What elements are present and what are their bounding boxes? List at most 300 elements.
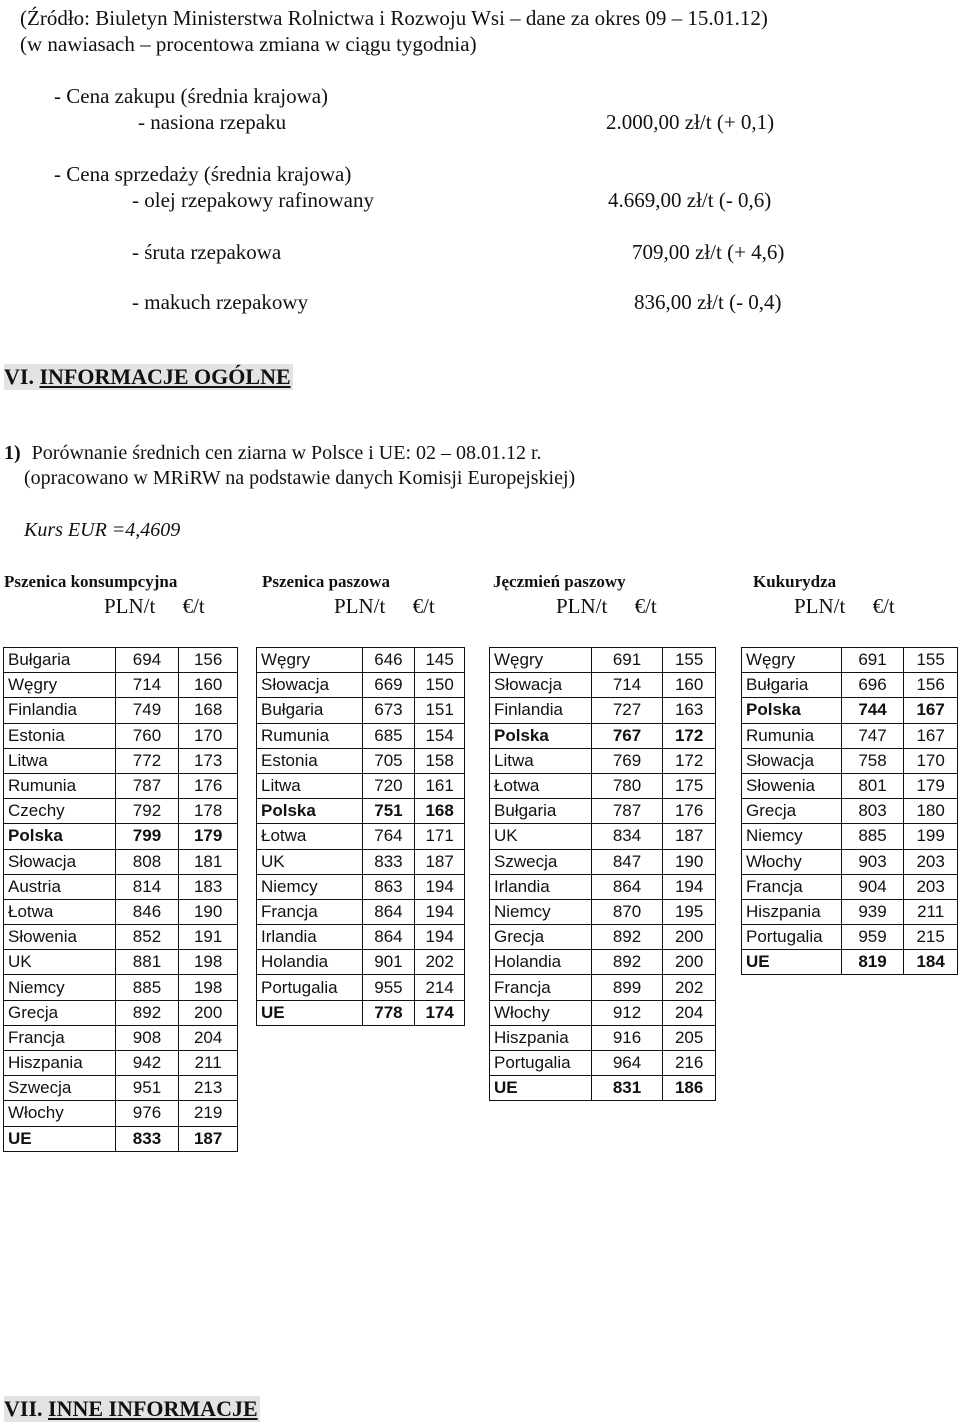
eur-cell: 150 <box>415 673 465 698</box>
pln-cell: 691 <box>591 648 663 673</box>
country-cell: Portugalia <box>257 975 363 1000</box>
eur-cell: 155 <box>904 648 958 673</box>
eur-cell: 190 <box>663 849 716 874</box>
pln-cell: 863 <box>362 874 415 899</box>
pln-cell: 772 <box>115 748 179 773</box>
table-row <box>4 698 238 723</box>
country-cell: Słowacja <box>4 849 116 874</box>
table-row <box>257 874 465 899</box>
pln-cell: 787 <box>591 799 663 824</box>
section-7-heading <box>4 1396 260 1422</box>
eur-cell: 203 <box>904 849 958 874</box>
pln-cell: 646 <box>362 648 415 673</box>
eur-cell: 156 <box>179 648 238 673</box>
country-cell: UE <box>490 1076 592 1101</box>
country-cell: Rumunia <box>4 773 116 798</box>
table-row <box>742 925 958 950</box>
country-cell: Węgry <box>490 648 592 673</box>
country-cell: Włochy <box>490 1000 592 1025</box>
country-cell: Włochy <box>742 849 842 874</box>
eur-cell: 180 <box>904 799 958 824</box>
col-title-wheat-feed: Pszenica paszowa <box>262 572 390 591</box>
eur-cell: 202 <box>663 975 716 1000</box>
meal-value: 709,00 zł/t (+ 4,6) <box>632 240 785 264</box>
country-cell: Finlandia <box>4 698 116 723</box>
eur-cell: 213 <box>179 1076 238 1101</box>
country-cell: Bułgaria <box>257 698 363 723</box>
country-cell: Francja <box>257 899 363 924</box>
table-row <box>4 648 238 673</box>
country-cell: UK <box>490 824 592 849</box>
country-cell: Słowacja <box>257 673 363 698</box>
table-row <box>4 1101 238 1126</box>
pln-cell: 892 <box>591 950 663 975</box>
table-row <box>490 899 716 924</box>
eur-cell: 200 <box>179 1000 238 1025</box>
pln-cell: 705 <box>362 748 415 773</box>
pln-cell: 792 <box>115 799 179 824</box>
price-table-wheat-feed <box>256 647 465 1026</box>
country-cell: Francja <box>742 874 842 899</box>
country-cell: Estonia <box>257 748 363 773</box>
oil-value: 4.669,00 zł/t (- 0,6) <box>608 188 772 212</box>
eur-cell: 160 <box>179 673 238 698</box>
table-row <box>257 723 465 748</box>
table-row <box>257 648 465 673</box>
comparison-subtitle: (opracowano w MRiRW na podstawie danych Komisji Europejskiej) <box>24 467 576 489</box>
eur-cell: 194 <box>663 874 716 899</box>
table-row <box>257 824 465 849</box>
pln-cell: 901 <box>362 950 415 975</box>
exchange-rate: Kurs EUR =4,4609 <box>24 519 181 541</box>
table-row <box>4 950 238 975</box>
eur-cell: 203 <box>904 874 958 899</box>
eur-cell: 170 <box>904 748 958 773</box>
cake-label: - makuch rzepakowy <box>132 290 309 314</box>
eur-cell: 199 <box>904 824 958 849</box>
country-cell: Szwecja <box>4 1076 116 1101</box>
country-cell: Łotwa <box>4 899 116 924</box>
country-cell: UE <box>257 1000 363 1025</box>
pln-cell: 892 <box>115 1000 179 1025</box>
pln-cell: 799 <box>115 824 179 849</box>
country-cell: Hiszpania <box>4 1051 116 1076</box>
eur-cell: 178 <box>179 799 238 824</box>
pln-cell: 694 <box>115 648 179 673</box>
table-row <box>4 849 238 874</box>
country-cell: Słowenia <box>742 773 842 798</box>
country-cell: Niemcy <box>257 874 363 899</box>
country-cell: Łotwa <box>490 773 592 798</box>
pln-cell: 819 <box>841 950 904 975</box>
pln-cell: 959 <box>841 925 904 950</box>
eur-cell: 183 <box>179 874 238 899</box>
unit-pln: PLN/t <box>794 594 846 618</box>
country-cell: Irlandia <box>257 925 363 950</box>
table-row <box>490 799 716 824</box>
purchase-header: - Cena zakupu (średnia krajowa) <box>54 84 329 108</box>
eur-cell: 174 <box>415 1000 465 1025</box>
eur-cell: 154 <box>415 723 465 748</box>
table-row <box>742 673 958 698</box>
country-cell: Polska <box>490 723 592 748</box>
country-cell: Słowacja <box>490 673 592 698</box>
table-row <box>490 849 716 874</box>
source-note: (w nawiasach – procentowa zmiana w ciągu tygodnia) <box>20 32 477 56</box>
table-row <box>257 849 465 874</box>
pln-cell: 964 <box>591 1051 663 1076</box>
rapeseed-label: - nasiona rzepaku <box>138 110 287 134</box>
table-row <box>4 975 238 1000</box>
pln-cell: 833 <box>115 1126 179 1151</box>
pln-cell: 834 <box>591 824 663 849</box>
section-6-heading <box>4 364 293 390</box>
table-row <box>257 698 465 723</box>
eur-cell: 204 <box>179 1025 238 1050</box>
pln-cell: 955 <box>362 975 415 1000</box>
eur-cell: 163 <box>663 698 716 723</box>
eur-cell: 161 <box>415 773 465 798</box>
pln-cell: 760 <box>115 723 179 748</box>
pln-cell: 904 <box>841 874 904 899</box>
unit-pln: PLN/t <box>334 594 386 618</box>
country-cell: Bułgaria <box>742 673 842 698</box>
country-cell: Irlandia <box>490 874 592 899</box>
col-title-wheat-consumption: Pszenica konsumpcyjna <box>4 572 178 591</box>
country-cell: Szwecja <box>490 849 592 874</box>
pln-cell: 696 <box>841 673 904 698</box>
eur-cell: 211 <box>179 1051 238 1076</box>
table-row <box>4 673 238 698</box>
pln-cell: 976 <box>115 1101 179 1126</box>
pln-cell: 803 <box>841 799 904 824</box>
eur-cell: 184 <box>904 950 958 975</box>
pln-cell: 939 <box>841 899 904 924</box>
table-row <box>490 1025 716 1050</box>
eur-cell: 173 <box>179 748 238 773</box>
pln-cell: 831 <box>591 1076 663 1101</box>
section-6-title: INFORMACJE OGÓLNE <box>39 364 291 389</box>
col-title-maize: Kukurydza <box>753 572 837 591</box>
country-cell: Rumunia <box>742 723 842 748</box>
eur-cell: 214 <box>415 975 465 1000</box>
price-table-wheat-consumption <box>3 647 238 1152</box>
comparison-title: Porównanie średnich cen ziarna w Polsce i UE: 02 – 08.01.12 r. <box>31 442 542 464</box>
table-row <box>490 648 716 673</box>
pln-cell: 727 <box>591 698 663 723</box>
country-cell: Grecja <box>490 925 592 950</box>
pln-cell: 864 <box>591 874 663 899</box>
eur-cell: 219 <box>179 1101 238 1126</box>
eur-cell: 167 <box>904 723 958 748</box>
eur-cell: 172 <box>663 748 716 773</box>
table-row <box>4 1076 238 1101</box>
table-row <box>490 748 716 773</box>
eur-cell: 181 <box>179 849 238 874</box>
table-row <box>490 975 716 1000</box>
table-row <box>490 950 716 975</box>
units-3 <box>556 594 657 619</box>
table-row <box>4 773 238 798</box>
eur-cell: 176 <box>663 799 716 824</box>
table-row <box>742 648 958 673</box>
table-row <box>742 723 958 748</box>
eur-cell: 160 <box>663 673 716 698</box>
eur-cell: 167 <box>904 698 958 723</box>
meal-label: - śruta rzepakowa <box>132 240 282 264</box>
table-row <box>4 723 238 748</box>
country-cell: Włochy <box>4 1101 116 1126</box>
country-cell: Polska <box>4 824 116 849</box>
country-cell: Litwa <box>490 748 592 773</box>
table-row <box>257 899 465 924</box>
table-row <box>742 773 958 798</box>
table-row <box>742 748 958 773</box>
table-row <box>742 899 958 924</box>
section-7-title: INNE INFORMACJE <box>48 1396 258 1421</box>
table-row <box>4 748 238 773</box>
eur-cell: 198 <box>179 975 238 1000</box>
section-6-number: VI. <box>4 364 34 389</box>
country-cell: Litwa <box>257 773 363 798</box>
comparison-heading <box>4 442 542 465</box>
table-row <box>490 925 716 950</box>
unit-eur: €/t <box>872 594 895 618</box>
eur-cell: 158 <box>415 748 465 773</box>
oil-label: - olej rzepakowy rafinowany <box>132 188 374 212</box>
country-cell: UK <box>257 849 363 874</box>
table-row <box>490 874 716 899</box>
pln-cell: 747 <box>841 723 904 748</box>
table-row <box>4 799 238 824</box>
pln-cell: 833 <box>362 849 415 874</box>
table-row <box>490 723 716 748</box>
table-row <box>257 799 465 824</box>
pln-cell: 764 <box>362 824 415 849</box>
pln-cell: 814 <box>115 874 179 899</box>
table-row <box>490 1051 716 1076</box>
country-cell: Portugalia <box>490 1051 592 1076</box>
pln-cell: 846 <box>115 899 179 924</box>
country-cell: Słowacja <box>742 748 842 773</box>
table-row <box>4 1000 238 1025</box>
table-row <box>742 874 958 899</box>
eur-cell: 176 <box>179 773 238 798</box>
country-cell: UE <box>742 950 842 975</box>
eur-cell: 186 <box>663 1076 716 1101</box>
country-cell: Słowenia <box>4 925 116 950</box>
eur-cell: 211 <box>904 899 958 924</box>
table-row <box>742 950 958 975</box>
pln-cell: 870 <box>591 899 663 924</box>
unit-eur: €/t <box>412 594 435 618</box>
pln-cell: 808 <box>115 849 179 874</box>
country-cell: Holandia <box>257 950 363 975</box>
table-row <box>4 1025 238 1050</box>
country-cell: Litwa <box>4 748 116 773</box>
eur-cell: 179 <box>904 773 958 798</box>
pln-cell: 801 <box>841 773 904 798</box>
table-row <box>490 1076 716 1101</box>
unit-pln: PLN/t <box>556 594 608 618</box>
country-cell: Łotwa <box>257 824 363 849</box>
country-cell: UK <box>4 950 116 975</box>
eur-cell: 194 <box>415 899 465 924</box>
eur-cell: 191 <box>179 925 238 950</box>
table-row <box>4 1126 238 1151</box>
eur-cell: 155 <box>663 648 716 673</box>
col-title-barley-feed: Jęczmień paszowy <box>493 572 626 591</box>
pln-cell: 778 <box>362 1000 415 1025</box>
pln-cell: 908 <box>115 1025 179 1050</box>
pln-cell: 691 <box>841 648 904 673</box>
eur-cell: 215 <box>904 925 958 950</box>
eur-cell: 194 <box>415 925 465 950</box>
eur-cell: 205 <box>663 1025 716 1050</box>
eur-cell: 171 <box>415 824 465 849</box>
country-cell: Finlandia <box>490 698 592 723</box>
section-7-number: VII. <box>4 1396 43 1421</box>
eur-cell: 156 <box>904 673 958 698</box>
pln-cell: 767 <box>591 723 663 748</box>
rapeseed-value: 2.000,00 zł/t (+ 0,1) <box>606 110 775 134</box>
country-cell: Hiszpania <box>490 1025 592 1050</box>
eur-cell: 170 <box>179 723 238 748</box>
pln-cell: 864 <box>362 899 415 924</box>
country-cell: Estonia <box>4 723 116 748</box>
country-cell: Holandia <box>490 950 592 975</box>
eur-cell: 204 <box>663 1000 716 1025</box>
pln-cell: 669 <box>362 673 415 698</box>
eur-cell: 200 <box>663 950 716 975</box>
eur-cell: 187 <box>415 849 465 874</box>
country-cell: Węgry <box>742 648 842 673</box>
pln-cell: 751 <box>362 799 415 824</box>
units-2 <box>334 594 435 619</box>
country-cell: Polska <box>742 698 842 723</box>
table-row <box>4 925 238 950</box>
pln-cell: 787 <box>115 773 179 798</box>
eur-cell: 194 <box>415 874 465 899</box>
country-cell: Niemcy <box>490 899 592 924</box>
country-cell: Rumunia <box>257 723 363 748</box>
units-4 <box>794 594 895 619</box>
country-cell: Czechy <box>4 799 116 824</box>
eur-cell: 198 <box>179 950 238 975</box>
eur-cell: 168 <box>179 698 238 723</box>
pln-cell: 885 <box>841 824 904 849</box>
country-cell: Grecja <box>4 1000 116 1025</box>
country-cell: Hiszpania <box>742 899 842 924</box>
table-row <box>257 773 465 798</box>
pln-cell: 749 <box>115 698 179 723</box>
table-row <box>742 698 958 723</box>
table-row <box>4 874 238 899</box>
country-cell: Bułgaria <box>490 799 592 824</box>
eur-cell: 202 <box>415 950 465 975</box>
pln-cell: 758 <box>841 748 904 773</box>
country-cell: Bułgaria <box>4 648 116 673</box>
eur-cell: 175 <box>663 773 716 798</box>
table-row <box>257 975 465 1000</box>
pln-cell: 899 <box>591 975 663 1000</box>
pln-cell: 780 <box>591 773 663 798</box>
comparison-number: 1) <box>4 442 21 464</box>
country-cell: Polska <box>257 799 363 824</box>
pln-cell: 744 <box>841 698 904 723</box>
eur-cell: 168 <box>415 799 465 824</box>
pln-cell: 885 <box>115 975 179 1000</box>
eur-cell: 172 <box>663 723 716 748</box>
table-row <box>490 698 716 723</box>
price-table-barley-feed <box>489 647 716 1101</box>
country-cell: Portugalia <box>742 925 842 950</box>
eur-cell: 190 <box>179 899 238 924</box>
pln-cell: 714 <box>115 673 179 698</box>
table-row <box>742 824 958 849</box>
country-cell: Austria <box>4 874 116 899</box>
pln-cell: 942 <box>115 1051 179 1076</box>
unit-eur: €/t <box>634 594 657 618</box>
table-row <box>742 799 958 824</box>
unit-eur: €/t <box>182 594 205 618</box>
table-row <box>490 773 716 798</box>
table-row <box>257 1000 465 1025</box>
unit-pln: PLN/t <box>104 594 156 618</box>
country-cell: Francja <box>490 975 592 1000</box>
pln-cell: 685 <box>362 723 415 748</box>
sale-header: - Cena sprzedaży (średnia krajowa) <box>54 162 352 186</box>
pln-cell: 847 <box>591 849 663 874</box>
country-cell: Grecja <box>742 799 842 824</box>
eur-cell: 195 <box>663 899 716 924</box>
table-row <box>257 673 465 698</box>
pln-cell: 916 <box>591 1025 663 1050</box>
pln-cell: 769 <box>591 748 663 773</box>
cake-value: 836,00 zł/t (- 0,4) <box>634 290 782 314</box>
pln-cell: 912 <box>591 1000 663 1025</box>
table-row <box>490 824 716 849</box>
country-cell: UE <box>4 1126 116 1151</box>
table-row <box>257 950 465 975</box>
country-cell: Niemcy <box>742 824 842 849</box>
table-row <box>4 899 238 924</box>
pln-cell: 892 <box>591 925 663 950</box>
eur-cell: 179 <box>179 824 238 849</box>
table-row <box>4 1051 238 1076</box>
eur-cell: 145 <box>415 648 465 673</box>
price-table-maize <box>741 647 958 975</box>
pln-cell: 881 <box>115 950 179 975</box>
eur-cell: 200 <box>663 925 716 950</box>
pln-cell: 720 <box>362 773 415 798</box>
table-row <box>490 673 716 698</box>
pln-cell: 714 <box>591 673 663 698</box>
pln-cell: 903 <box>841 849 904 874</box>
table-row <box>257 925 465 950</box>
country-cell: Węgry <box>4 673 116 698</box>
country-cell: Francja <box>4 1025 116 1050</box>
table-row <box>490 1000 716 1025</box>
eur-cell: 216 <box>663 1051 716 1076</box>
eur-cell: 187 <box>663 824 716 849</box>
eur-cell: 187 <box>179 1126 238 1151</box>
table-row <box>742 849 958 874</box>
units-1 <box>104 594 205 619</box>
table-row <box>4 824 238 849</box>
pln-cell: 864 <box>362 925 415 950</box>
eur-cell: 151 <box>415 698 465 723</box>
